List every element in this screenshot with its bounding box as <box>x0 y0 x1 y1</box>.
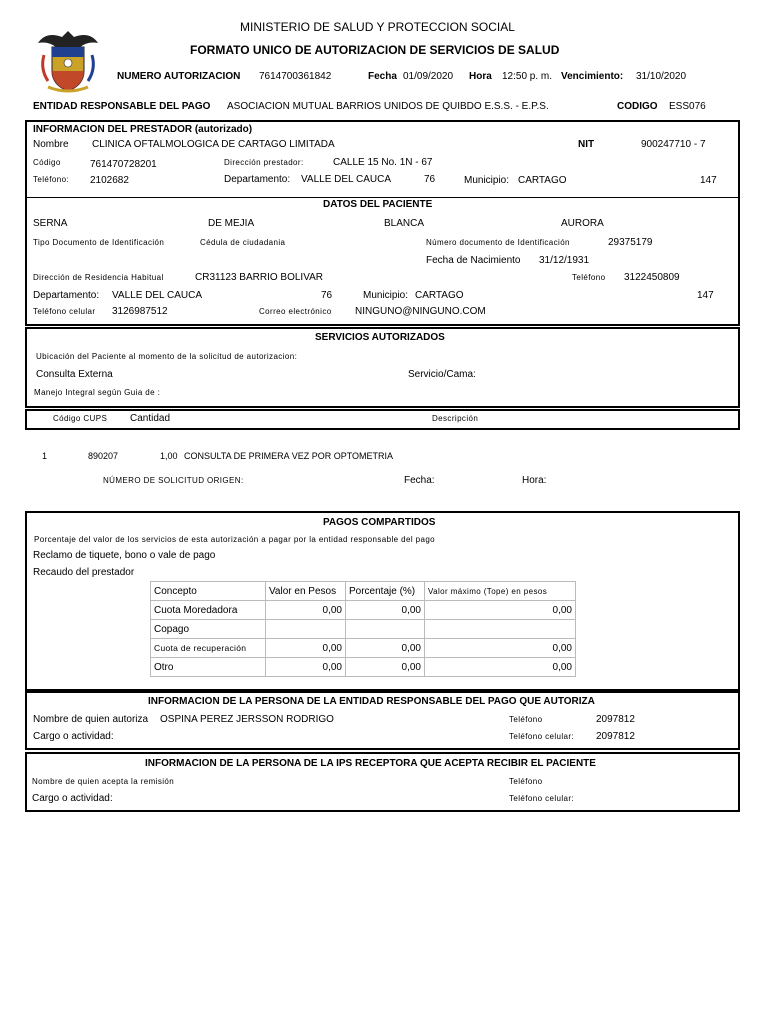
prestador-telefono-label: Teléfono: <box>33 175 70 184</box>
form-title: FORMATO UNICO DE AUTORIZACION DE SERVICIOS DE SALUD <box>190 43 560 57</box>
row-concepto: Cuota de recuperación <box>151 639 266 658</box>
paciente-municipio-value: CARTAGO <box>415 290 464 301</box>
row-concepto: Cuota Moredadora <box>151 601 266 620</box>
correo-value: NINGUNO@NINGUNO.COM <box>355 306 486 317</box>
service-row-codigo: 890207 <box>88 451 119 461</box>
prestador-telefono-value: 2102682 <box>90 175 129 186</box>
porcentaje-label: Porcentaje del valor de los servicios de esta autorización a pagar por la entidad responsable del pago <box>34 535 436 544</box>
row-valor <box>266 620 346 639</box>
paciente-nombre1: BLANCA <box>384 218 425 229</box>
service-row-descripcion: CONSULTA DE PRIMERA VEZ POR OPTOMETRIA <box>184 451 394 461</box>
auth-number-label: NUMERO AUTORIZACION <box>117 71 241 82</box>
row-tope <box>425 620 576 639</box>
num-doc-label: Número documento de Identificación <box>426 238 570 247</box>
table-row <box>151 620 576 639</box>
solicitud-origen-label: NÚMERO DE SOLICITUD ORIGEN: <box>103 476 244 485</box>
prestador-codigo-label: Código <box>33 158 61 167</box>
paciente-dep-code: 76 <box>321 290 333 301</box>
paciente-apellido2: DE MEJIA <box>208 218 255 229</box>
num-doc-value: 29375179 <box>608 237 653 248</box>
paciente-mun-code: 147 <box>697 290 714 301</box>
prestador-direccion-label: Dirección prestador: <box>224 158 304 167</box>
row-porcentaje: 0,00 <box>346 601 425 620</box>
solicitud-hora-label: Hora: <box>522 475 547 486</box>
reclamo-label: Reclamo de tiquete, bono o vale de pago <box>33 550 216 561</box>
hora-label: Hora <box>469 71 492 82</box>
row-concepto: Copago <box>151 620 266 639</box>
ips-celular-label: Teléfono celular: <box>509 794 575 803</box>
row-porcentaje <box>346 620 425 639</box>
fecha-value: 01/09/2020 <box>403 71 454 82</box>
coat-of-arms-logo <box>34 25 102 95</box>
paciente-direccion-value: CR31123 BARRIO BOLIVAR <box>195 272 324 283</box>
col-cantidad: Cantidad <box>130 413 171 424</box>
ips-cargo-label: Cargo o actividad: <box>32 793 113 804</box>
paciente-direccion-label: Dirección de Residencia Habitual <box>33 273 164 282</box>
prestador-section-title: INFORMACION DEL PRESTADOR (autorizado) <box>33 124 253 135</box>
header-tope: Valor máximo (Tope) en pesos <box>425 582 576 601</box>
autoriza-celular-label: Teléfono celular: <box>509 732 575 741</box>
table-row <box>151 601 576 620</box>
table-row <box>151 658 576 677</box>
entidad-value: ASOCIACION MUTUAL BARRIOS UNIDOS DE QUIBDO E.S.S. - E.P.S. <box>227 101 549 112</box>
row-valor: 0,00 <box>266 601 346 620</box>
col-descripcion: Descripción <box>432 414 479 423</box>
paciente-apellido1: SERNA <box>33 218 68 229</box>
ips-section-title: INFORMACION DE LA PERSONA DE LA IPS RECEPTORA QUE ACEPTA RECIBIR EL PACIENTE <box>145 758 596 769</box>
auth-number-value: 7614700361842 <box>259 71 332 82</box>
prestador-departamento-label: Departamento: <box>224 174 291 185</box>
paciente-section-title: DATOS DEL PACIENTE <box>323 199 433 210</box>
entidad-label: ENTIDAD RESPONSABLE DEL PAGO <box>33 101 211 112</box>
autoriza-telefono-label: Teléfono <box>509 715 543 724</box>
header-valor: Valor en Pesos <box>266 582 346 601</box>
prestador-dep-code: 76 <box>424 174 436 185</box>
ubicacion-value: Consulta Externa <box>36 369 113 380</box>
prestador-nombre-label: Nombre <box>33 139 69 150</box>
header-concepto: Concepto <box>151 582 266 601</box>
vencimiento-value: 31/10/2020 <box>636 71 687 82</box>
correo-label: Correo electrónico <box>259 307 332 316</box>
row-porcentaje: 0,00 <box>346 639 425 658</box>
prestador-mun-code: 147 <box>700 175 717 186</box>
fecha-label: Fecha <box>368 71 397 82</box>
nit-value: 900247710 - 7 <box>641 139 706 150</box>
autoriza-celular-value: 2097812 <box>596 731 635 742</box>
tipo-doc-label: Tipo Documento de Identificación <box>33 238 165 247</box>
celular-value: 3126987512 <box>112 306 168 317</box>
vencimiento-label: Vencimiento: <box>561 71 624 82</box>
fecha-nac-value: 31/12/1931 <box>539 255 590 266</box>
prestador-codigo-value: 761470728201 <box>90 159 157 170</box>
codigo-value: ESS076 <box>669 101 706 112</box>
paciente-nombre2: AURORA <box>561 218 604 229</box>
manejo-label: Manejo Integral según Guia de : <box>34 388 161 397</box>
col-codigo-cups: Código CUPS <box>53 414 108 423</box>
servicio-cama-label: Servicio/Cama: <box>408 369 476 380</box>
row-concepto: Otro <box>151 658 266 677</box>
paciente-telefono-label: Teléfono <box>572 273 606 282</box>
row-valor: 0,00 <box>266 639 346 658</box>
prestador-municipio-value: CARTAGO <box>518 175 567 186</box>
servicios-section-title: SERVICIOS AUTORIZADOS <box>315 332 445 343</box>
pagos-section-title: PAGOS COMPARTIDOS <box>323 517 436 528</box>
autoriza-section-title: INFORMACION DE LA PERSONA DE LA ENTIDAD RESPONSABLE DEL PAGO QUE AUTORIZA <box>148 696 595 707</box>
row-tope: 0,00 <box>425 601 576 620</box>
paciente-departamento-value: VALLE DEL CAUCA <box>112 290 203 301</box>
autoriza-cargo-label: Cargo o actividad: <box>33 731 114 742</box>
paciente-municipio-label: Municipio: <box>363 290 409 301</box>
paciente-departamento-label: Departamento: <box>33 290 100 301</box>
service-row-item: 1 <box>42 451 48 461</box>
solicitud-fecha-label: Fecha: <box>404 475 435 486</box>
codigo-label: CODIGO <box>617 101 658 112</box>
ips-telefono-label: Teléfono <box>509 777 543 786</box>
paciente-telefono-value: 3122450809 <box>624 272 680 283</box>
pagos-table <box>150 581 576 677</box>
prestador-departamento-value: VALLE DEL CAUCA <box>301 174 392 185</box>
nit-label: NIT <box>578 139 595 150</box>
fecha-nac-label: Fecha de Nacimiento <box>426 255 521 266</box>
prestador-direccion-value: CALLE 15 No. 1N - 67 <box>333 157 433 168</box>
hora-value: 12:50 p. m. <box>502 71 553 82</box>
ips-nombre-label: Nombre de quien acepta la remisión <box>32 777 175 786</box>
prestador-nombre-value: CLINICA OFTALMOLOGICA DE CARTAGO LIMITADA <box>92 139 335 150</box>
ubicacion-label: Ubicación del Paciente al momento de la solicitud de autorizacion: <box>36 352 298 361</box>
celular-label: Teléfono celular <box>33 307 96 316</box>
section-divider <box>26 197 739 198</box>
header-porcentaje: Porcentaje (%) <box>346 582 425 601</box>
autoriza-telefono-value: 2097812 <box>596 714 635 725</box>
recaudo-label: Recaudo del prestador <box>33 567 135 578</box>
row-tope: 0,00 <box>425 639 576 658</box>
table-row <box>151 639 576 658</box>
table-header-row <box>151 582 576 601</box>
row-valor: 0,00 <box>266 658 346 677</box>
row-porcentaje: 0,00 <box>346 658 425 677</box>
row-tope: 0,00 <box>425 658 576 677</box>
autoriza-nombre-label: Nombre de quien autoriza <box>33 714 149 725</box>
ministry-title: MINISTERIO DE SALUD Y PROTECCION SOCIAL <box>240 20 515 34</box>
service-row-cantidad: 1,00 <box>160 451 178 461</box>
tipo-doc-value: Cédula de ciudadania <box>200 238 286 247</box>
prestador-municipio-label: Municipio: <box>464 175 510 186</box>
autoriza-nombre-value: OSPINA PEREZ JERSSON RODRIGO <box>160 714 334 725</box>
